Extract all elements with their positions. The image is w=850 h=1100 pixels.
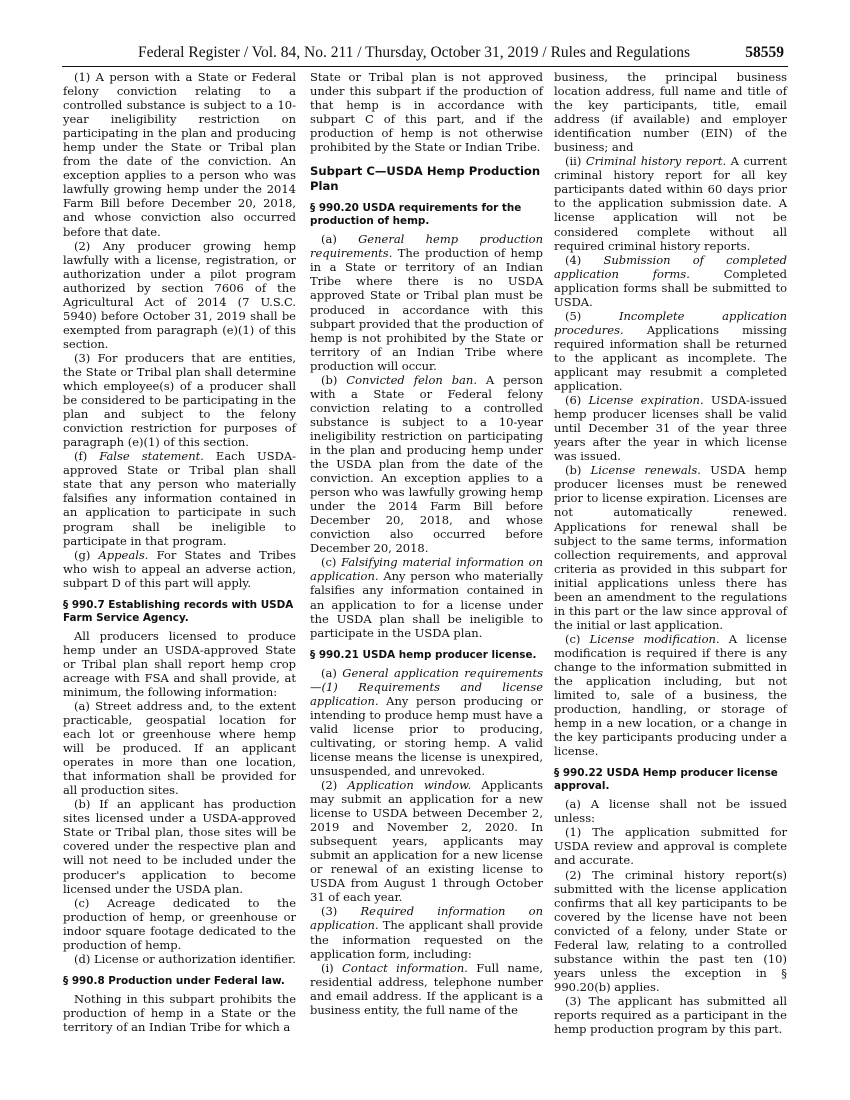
- para-label: (2): [321, 778, 338, 793]
- paragraph-f: [63, 449, 296, 547]
- column-1: [63, 70, 296, 1034]
- column-2: [310, 70, 543, 1017]
- para-label: (6): [565, 393, 582, 408]
- para-heading: Criminal history report.: [585, 154, 727, 169]
- para-text: USDA-issued hemp producer licenses shall be valid until December 31 of the year three years after the year in which license was issued.: [554, 393, 788, 464]
- section-heading-990-20: § 990.20 USDA requirements for the production of hemp.: [310, 202, 522, 228]
- paragraph: (a) A license shall not be issued unless:: [554, 797, 787, 826]
- para-label: (b): [565, 463, 582, 478]
- paragraph-c: [310, 555, 543, 639]
- para-heading: Required information on application.: [310, 904, 543, 933]
- para-heading: License renewals.: [590, 463, 701, 478]
- paragraph-a: [310, 666, 543, 778]
- section-heading-990-8: § 990.8 Production under Federal law.: [63, 974, 285, 987]
- paragraph: business, the principal business location address, full name and title of the key participants, title, email address (if available) and employer identification number (EIN) of the business; and: [554, 70, 787, 155]
- para-heading: Appeals.: [98, 547, 149, 562]
- paragraph-4: [554, 253, 787, 309]
- section-heading-990-21: § 990.21 USDA hemp producer license.: [310, 648, 537, 661]
- paragraph: (3) The applicant has submitted all reports required as a participant in the hemp production program by this part.: [554, 993, 787, 1037]
- paragraph-c: [554, 632, 787, 758]
- paragraph: (2) Any producer growing hemp lawfully with a license, registration, or authorization under a pilot program authorized by section 7606 of the Agricultural Act of 2014 (7 U.S.C. 5940) before October 31, 2019 shall be exempted from paragraph (e)(1) of this section.: [63, 238, 296, 351]
- paragraph: (d) License or authorization identifier.: [74, 951, 296, 966]
- paragraph-b: [310, 373, 543, 556]
- para-heading: Contact information.: [342, 960, 468, 975]
- para-heading: Falsifying material information on application.: [310, 555, 543, 584]
- running-header: [62, 44, 788, 67]
- paragraph: (c) Acreage dedicated to the production of hemp, or greenhouse or indoor square footage dedicated to the production of hemp.: [63, 895, 296, 952]
- para-label: (ii): [565, 154, 582, 169]
- header-title: Federal Register / Vol. 84, No. 211 / Thursday, October 31, 2019 / Rules and Regulations: [138, 44, 691, 61]
- para-label: (c): [565, 631, 581, 646]
- paragraph-b: [554, 463, 787, 632]
- paragraph: (3) For producers that are entities, the State or Tribal plan shall determine which employee(s) of a producer shall be considered to be participating in the plan and subject to the felony conviction restriction for purposes of paragraph (e)(1) of this section.: [63, 350, 296, 450]
- para-text: For States and Tribes who wish to appeal an adverse action, subpart D of this part will apply.: [63, 547, 297, 590]
- paragraph-6: [554, 393, 787, 463]
- para-heading: General hemp production requirements.: [310, 232, 544, 261]
- para-label: (g): [74, 547, 91, 562]
- paragraph: (1) The application submitted for USDA review and approval is complete and accurate.: [554, 825, 787, 868]
- para-label: (4): [565, 252, 582, 267]
- para-label: (b): [321, 372, 338, 387]
- para-text: A person with a State or Federal felony conviction relating to a controlled substance is subject to a 10-year ineligibility restriction on participating in the plan and producing hemp under the USDA plan from the date of the conviction. An exception applies to a person who was lawfully growing hemp under the 2014 Farm Bill before December 20, 2018, and whose conviction also occurred before December 20, 2018.: [310, 372, 544, 556]
- paragraph-g: [63, 548, 296, 590]
- para-heading: General application requirements—(1) Requirements and license application.: [310, 665, 543, 708]
- para-text: Applicants may submit an application for a new license to USDA between December 2, 2019 and November 2, 2020. In subsequent years, applicants may submit an application for a new license or renewal of an existing license to USDA from August 1 through October 31 of each year.: [310, 778, 543, 905]
- section-heading-990-7: § 990.7 Establishing records with USDA Farm Service Agency.: [63, 598, 294, 624]
- para-label: (5): [565, 308, 582, 323]
- paragraph-3: [310, 904, 543, 960]
- paragraph-2: [310, 778, 543, 904]
- para-text: A current criminal history report for all key participants dated within 60 days prior to the application submission date. A license application will not be considered complete without all required criminal history reports.: [554, 154, 788, 253]
- para-label: (c): [321, 555, 337, 570]
- para-heading: Incomplete application procedures.: [554, 308, 787, 337]
- para-heading: False statement.: [99, 449, 204, 464]
- section-heading-990-22: § 990.22 USDA Hemp producer license approval.: [554, 767, 778, 793]
- para-text: Applications missing required information shall be returned to the applicant as incomplete. The applicant may resubmit a completed application.: [554, 322, 787, 394]
- paragraph: All producers licensed to produce hemp under an USDA-approved State or Tribal plan shall report hemp crop acreage with FSA and shall provide, at minimum, the following information:: [63, 628, 296, 699]
- para-label: (f): [74, 449, 88, 464]
- para-heading: Convicted felon ban.: [346, 372, 477, 387]
- page-number: 58559: [745, 44, 784, 61]
- paragraph-i: [310, 961, 543, 1017]
- para-text: A license modification is required if there is any change to the information submitted in the application including, but not limited to, sale of a business, the production, handling, or storage of hemp in a new location, or a change in the key participants producing under a license.: [554, 631, 787, 759]
- para-heading: License expiration.: [588, 393, 704, 408]
- para-heading: Application window.: [347, 778, 472, 793]
- paragraph: (1) A person with a State or Federal felony conviction relating to a controlled substance is subject to a 10-year ineligibility restriction on participating in the plan and producing hemp under the State or Tribal plan from the date of the conviction. An exception applies to a person who was lawfully growing hemp under the 2014 Farm Bill before December 20, 2018, and whose conviction also occurred before that date.: [63, 70, 296, 239]
- paragraph-5: [554, 309, 787, 393]
- paragraph-ii: [554, 154, 787, 252]
- para-text: USDA hemp producer licenses must be renewed prior to license expiration. Licenses are not automatically renewed. Applications for renewal shall be subject to the same terms, information collection requirements, and approval criteria as provided in this subpart for initial applications unless there has been an amendment to the regulations in this part or the law since approval of the initial or last application.: [554, 463, 788, 632]
- paragraph: (b) If an applicant has production sites licensed under a USDA-approved State or Tribal plan, those sites will be covered under the respective plan and will not need to be included under the producer's application to become licensed under the USDA plan.: [63, 797, 296, 896]
- para-text: Any person producing or intending to produce hemp must have a valid license prior to producing, cultivating, or storing hemp. A valid license means the license is unexpired, unsuspended, and unrevoked.: [310, 693, 543, 778]
- para-text: Completed application forms shall be submitted to USDA.: [554, 266, 788, 309]
- para-label: (a): [321, 665, 337, 680]
- para-heading: Submission of completed application forms.: [554, 252, 788, 281]
- paragraph: (a) Street address and, to the extent practicable, geospatial location for each lot or greenhouse where hemp will be produced. If an applicant operates in more than one location, that information shall be provided for all production sites.: [63, 698, 296, 798]
- paragraph-a: [310, 232, 543, 372]
- para-heading: License modification.: [589, 631, 720, 646]
- para-text: Any person who materially falsifies any information contained in an application to for a license under the USDA plan shall be ineligible to participate in the USDA plan.: [310, 569, 543, 640]
- para-label: (a): [321, 232, 337, 247]
- para-label: (i): [321, 960, 334, 975]
- paragraph: (2) The criminal history report(s) submitted with the license application confirms that all key participants to be covered by the license have not been convicted of a felony, under State or Federal law, relating to a controlled substance within the past ten (10) years unless the exception in § 990.20(b) applies.: [554, 867, 787, 994]
- para-text: The applicant shall provide the information requested on the application form, including:: [310, 918, 543, 961]
- para-label: (3): [321, 904, 338, 919]
- para-text: The production of hemp in a State or territory of an Indian Tribe where there is no USDA approved State or Tribal plan must be produced in accordance with this subpart provided that the production of hemp is not prohibited by the State or territory of an Indian Tribe where production will occur.: [310, 246, 543, 373]
- paragraph: State or Tribal plan is not approved under this subpart if the production of that hemp is in accordance with subpart C of this part, and if the production of hemp is not otherwise prohibited by the State or Indian Tribe.: [310, 70, 543, 155]
- para-text: Each USDA-approved State or Tribal plan shall state that any person who materially falsifies any information contained in an application to participate in such program shall be ineligible to participate in that program.: [63, 449, 297, 548]
- subpart-heading: Subpart C—USDA Hemp Production Plan: [310, 164, 541, 193]
- paragraph: Nothing in this subpart prohibits the production of hemp in a State or the territory of an Indian Tribe for which a: [63, 991, 296, 1034]
- column-3: [554, 70, 787, 1036]
- para-text: Full name, residential address, telephone number and email address. If the applicant is a business entity, the full name of the: [310, 960, 544, 1017]
